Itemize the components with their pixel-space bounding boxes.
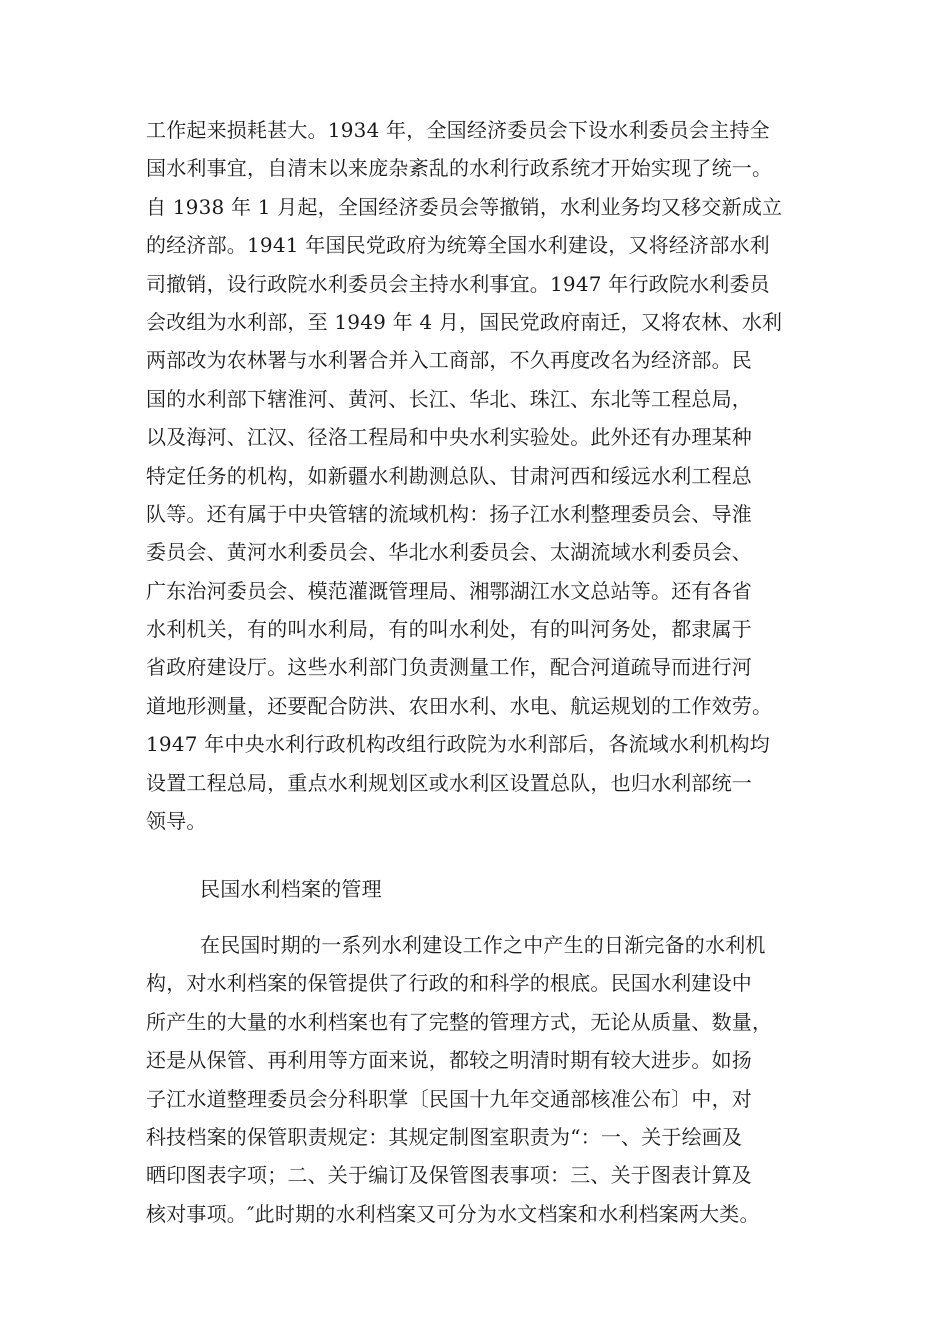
text-line: 省政府建设厅。这些水利部门负责测量工作，配合河道疏导而进行河 [146, 655, 752, 680]
text-line: 科技档案的保管职责规定：其规定制图室职责为“：一、关于绘画及 [146, 1124, 743, 1149]
text-line: 特定任务的机构，如新疆水利勘测总队、甘肃河西和绥远水利工程总 [146, 463, 752, 488]
text-line: 1947 年中央水利行政机构改组行政院为水利部后，各流域水利机构均 [146, 732, 770, 757]
text-line: 构，对水利档案的保管提供了行政的和科学的根底。民国水利建设中 [146, 971, 752, 996]
text-line: 以及海河、江汉、径洛工程局和中央水利实验处。此外还有办理某种 [146, 425, 752, 450]
text-line: 两部改为农林署与水利署合并入工商部，不久再度改名为经济部。民 [146, 348, 752, 373]
text-line: 设置工程总局，重点水利规划区或水利区设置总队，也归水利部统一 [146, 770, 752, 795]
section-heading [146, 870, 808, 908]
text-line: 国的水利部下辖淮河、黄河、长江、华北、珠江、东北等工程总局， [146, 386, 752, 411]
text-line: 所产生的大量的水利档案也有了完整的管理方式，无论从质量、数量， [146, 1009, 773, 1034]
text-line: 晒印图表字项；二、关于编订及保管图表事项：三、关于图表计算及 [146, 1163, 752, 1188]
text-line: 队等。还有属于中央管辖的流域机构：扬子江水利整理委员会、导淮 [146, 501, 752, 526]
paragraph [146, 926, 808, 1233]
text-line: 委员会、黄河水利委员会、华北水利委员会、太湖流域水利委员会、 [146, 540, 752, 565]
text-line: 司撤销，设行政院水利委员会主持水利事宜。1947 年行政院水利委员 [146, 271, 770, 296]
text-line: 会改组为水利部，至 1949 年 4 月，国民党政府南迁，又将农林、水利 [146, 309, 783, 334]
text-line: 领导。 [146, 809, 207, 834]
text-line: 在民国时期的一系列水利建设工作之中产生的日渐完备的水利机 [200, 933, 766, 957]
text-line: 核对事项。″此时期的水利档案又可分为水文档案和水利档案两大类。 [146, 1201, 760, 1226]
text-line: 子江水道整理委员会分科职掌〔民国十九年交通部核准公布〕中，对 [146, 1086, 752, 1111]
text-line: 的经济部。1941 年国民党政府为统筹全国水利建设，又将经济部水利 [146, 233, 770, 258]
text-line: 道地形测量，还要配合防洪、农田水利、水电、航运规划的工作效劳。 [146, 693, 773, 718]
section-heading-text: 民国水利档案的管理 [200, 877, 382, 901]
paragraph-continued [146, 111, 808, 840]
text-line: 还是从保管、再利用等方面来说，都较之明清时期有较大进步。如扬 [146, 1048, 752, 1073]
text-line: 工作起来损耗甚大。1934 年，全国经济委员会下设水利委员会主持全 [146, 118, 770, 142]
text-line: 自 1938 年 1 月起，全国经济委员会等撤销，水利业务均又移交新成立 [146, 194, 783, 219]
text-line: 国水利事宜，自清末以来庞杂紊乱的水利行政系统才开始实现了统一。 [146, 156, 773, 181]
text-line: 水利机关，有的叫水利局，有的叫水利处，有的叫河务处，都隶属于 [146, 617, 752, 642]
text-line: 广东治河委员会、模范灌溉管理局、湘鄂湖江水文总站等。还有各省 [146, 578, 752, 603]
